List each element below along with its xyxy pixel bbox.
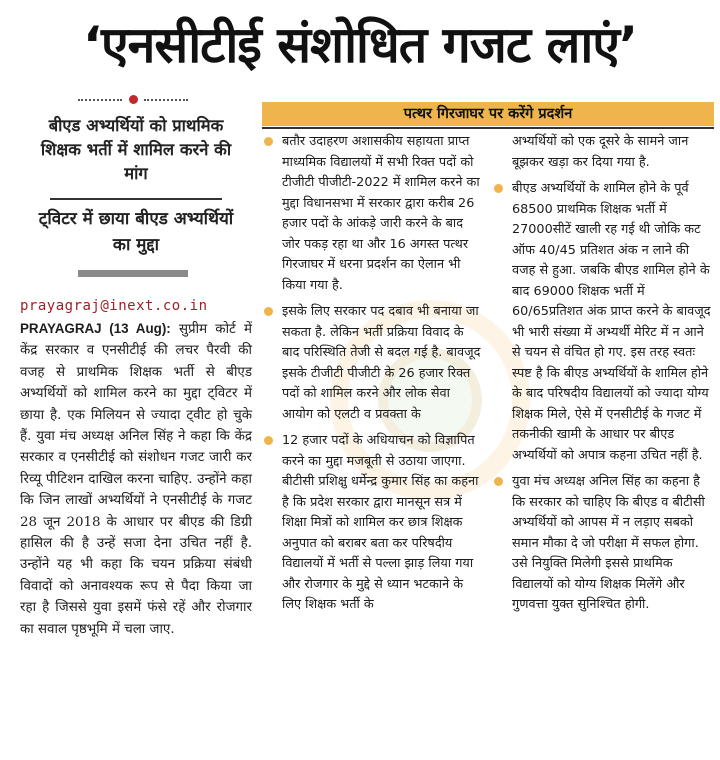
sidebar-rule <box>50 198 222 200</box>
right-paragraph <box>492 472 716 616</box>
middle-paragraph <box>262 132 482 296</box>
bullet-icon <box>494 184 503 193</box>
sidebar-grey-bar <box>78 270 188 277</box>
right-paragraph <box>492 179 716 466</box>
paragraph-text: अभ्यर्थियों को एक दूसरे के सामने जान बूझकर खड़ा कर दिया गया है. <box>512 134 689 170</box>
bullet-icon <box>264 436 273 445</box>
right-column <box>492 132 716 622</box>
middle-paragraph <box>262 431 482 616</box>
paragraph-text: बीएड अभ्यर्थियों के शामिल होने के पूर्व 68500 प्राथमिक शिक्षक भर्ती में 27000सीटें खाली रह गई थी जोकि कट ऑफ 40/45 प्रतिशत अंक न लाने की वजह से हुआ. जबकि बीएड शामिल होने के बाद 69000 शिक्षक भर्ती में 60/65प्रतिशत अंक प्राप्त करने के बावजूद भी भारी संख्या में अभ्यर्थी मेरिट में न आने से चयन से वंचित हो गए. इस तरह स्वतः स्पष्ट है कि बीएड अभ्यर्थियों के शामिल होने के बाद परिषदीय विद्यालयों को ज्यादा योग्य शिक्षक मिले, ऐसे में एनसीटीई के गजट में तकनीकी खामी के आधार पर बीएड अभ्यर्थियों को अपात्र कहना उचित नहीं है. <box>512 181 711 463</box>
byline-email: prayagraj@inext.co.in <box>20 298 208 314</box>
paragraph-text: बतौर उदाहरण अशासकीय सहायता प्राप्त माध्यमिक विद्यालयों में सभी रिक्त पदों को टीजीटी पीजीटी-2022 में शामिल करने का मुद्दा विधानसभा में सरकार द्वारा करीब 26 हजार पदों के आंकड़े जारी करने के बाद जोर पकड़ रहा था और 16 अगस्त पत्थर गिरजाघर में धरना प्रदर्शन का ऐलान भी किया गया है. <box>282 134 480 293</box>
page-headline: ‘एनसीटीई संशोधित गजट लाएं’ <box>83 16 637 74</box>
decorative-divider <box>78 94 188 106</box>
bullet-icon <box>264 137 273 146</box>
bullet-icon <box>494 477 503 486</box>
right-paragraph <box>492 132 716 173</box>
divider-dot <box>129 95 138 104</box>
sidebar <box>20 92 252 752</box>
bullet-icon <box>264 307 273 316</box>
sidebar-subhead: ट्विटर में छाया बीएड अभ्यर्थियों का मुद्दा <box>38 209 234 255</box>
dateline: PRAYAGRAJ (13 Aug): <box>20 321 171 336</box>
middle-column <box>262 132 482 622</box>
divider-dash-left <box>78 99 122 101</box>
sidebar-kicker: बीएड अभ्यर्थियों को प्राथमिक शिक्षक भर्ती में शामिल करने की मांग <box>40 116 232 183</box>
section-banner: पत्थर गिरजाघर पर करेंगे प्रदर्शन <box>262 102 714 126</box>
paragraph-text: इसके लिए सरकार पद दबाव भी बनाया जा सकता है. लेकिन भर्ती प्रक्रिया विवाद के बाद परिस्थिति तेजी से बदल गई है. बावजूद इसके टीजीटी पीजीटी के 26 हजार रिक्त पदों को शामिल करने और लोक सेवा आयोग को एलटी व प्रवक्ता के <box>282 304 481 422</box>
middle-paragraph <box>262 302 482 425</box>
paragraph-text: युवा मंच अध्यक्ष अनिल सिंह का कहना है कि सरकार को चाहिए कि बीएड व बीटीसी अभ्यर्थियों को आपस में न लड़ाए सबको समान मौका दे जो परीक्षा में सफल होगा. उसे नियुक्ति मिलेगी इससे प्राथमिक विद्यालयों को योग्य शिक्षक मिलेंगे और गुणवत्ता युक्त सुनिश्चित होगी. <box>512 474 705 612</box>
divider-dash-right <box>144 99 188 101</box>
lead-paragraph <box>20 318 252 640</box>
paragraph-text: 12 हजार पदों के अधियाचन को विज्ञापित करने का मुद्दा मजबूती से उठाया जाएगा. बीटीसी प्रशिक्षु धर्मेन्द्र कुमार सिंह का कहना है कि प्रदेश सरकार द्वारा मानसून सत्र में शिक्षा मित्रों को शामिल कर छात्र शिक्षक अनुपात को बराबर बता कर परिषदीय विद्यालयों में भर्ती से पल्ला झाड़ लिया गया और रोजगार के मुद्दे से ध्यान भटकाने के लिए शिक्षक भर्ती के <box>282 433 479 612</box>
lead-text: सुप्रीम कोर्ट में केंद्र सरकार व एनसीटीई की लचर पैरवी की वजह से प्राथमिक शिक्षक भर्ती से बीएड अभ्यर्थियों को शामिल करने का मुद्दा ट्विटर में छाया है. एक मिलियन से ज्यादा ट्वीट हो चुके हैं. युवा मंच अध्यक्ष अनिल सिंह ने कहा कि केंद्र सरकार व एनसीटीई को संशोधन गजट जारी कर रिव्यू पीटिशन दाखिल करना चाहिए. उन्होंने कहा कि जिन लाखों अभ्यर्थियों ने एनसीटीई के गजट 28 जून 2018 के आधार पर बीएड की डिग्री हासिल की है उन्हें सजा देना उचित नहीं है. उन्होंने यह भी कहा कि चयन प्रक्रिया संबंधी विवादों को अनावश्यक रूप से पैदा किया जा रहा है जिससे युवा इसमें फंसे रहें और रोजगार का सवाल पृष्ठभूमि में चला जाए. <box>20 322 252 637</box>
